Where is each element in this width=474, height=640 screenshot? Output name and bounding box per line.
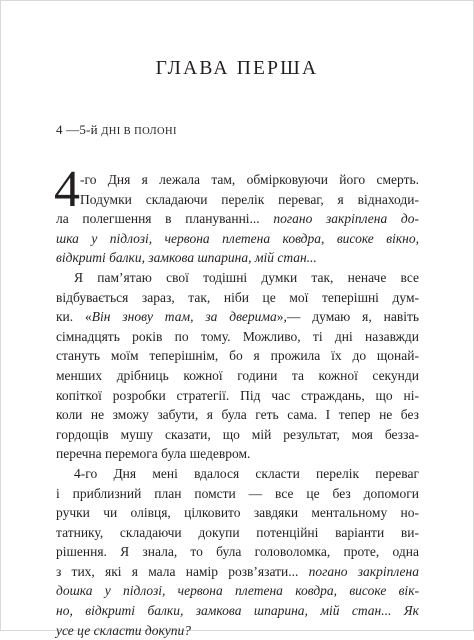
section-range: 5-й bbox=[79, 122, 98, 137]
text-lines bbox=[56, 170, 419, 640]
italic-text: погано закріплена до- bbox=[273, 211, 419, 227]
text-line bbox=[56, 190, 419, 210]
text-run: з тих, які я мала намір розв’язати... bbox=[56, 563, 309, 579]
text-run: копіткої розробки стратегії. Під час страждань, що ні- bbox=[56, 387, 419, 403]
text-line bbox=[56, 503, 419, 523]
text-run: Подумки складаючи перелік переваг, я віднаходи- bbox=[80, 191, 419, 207]
text-run: 4-го Дня мені вдалося скласти перелік переваг bbox=[74, 465, 419, 481]
text-run: сімнадцять років по тому. Можливо, ті дні назавжди bbox=[56, 328, 419, 344]
text-run: і приблизний план помсти — все це без допомоги bbox=[56, 485, 419, 501]
text-line bbox=[56, 562, 419, 582]
text-run: гордощів мушу сказати, що мій результат, моя безза- bbox=[56, 426, 419, 442]
italic-text: Він знову там, за дверима bbox=[91, 309, 277, 325]
text-line bbox=[56, 170, 419, 190]
text-line bbox=[56, 444, 419, 464]
text-line bbox=[56, 268, 419, 288]
section-label: ДНІ В ПОЛОНІ bbox=[101, 126, 177, 137]
text-run: -го Дня я лежала там, обмірковуючи його смерть. bbox=[80, 172, 419, 187]
text-line bbox=[56, 307, 419, 327]
drop-cap: 4 bbox=[54, 161, 80, 218]
text-run: ла полегшення в плануванні... bbox=[56, 211, 274, 227]
body-text bbox=[54, 161, 420, 640]
chapter-title: ГЛАВА ПЕРША bbox=[155, 58, 319, 79]
text-run: стануть моїм теперішнім, бо я прожила їх до щонай- bbox=[56, 348, 419, 364]
text-run: ручки чи олівця, цілковито завдяки ментальному но- bbox=[56, 505, 419, 521]
text-line bbox=[56, 209, 419, 229]
text-run: татнику, складаючи докупи потенційні варіанти ви- bbox=[56, 524, 419, 540]
text-line bbox=[56, 405, 419, 425]
text-run: рішення. Я знала, то була головоломка, проте, одна bbox=[56, 544, 419, 560]
italic-text: шка у підлозі, червона плетена ковдра, високе вікно, bbox=[56, 230, 419, 246]
text-line bbox=[56, 346, 419, 366]
text-run: відбувається зараз, так, ніби це мої теперішні дум- bbox=[56, 289, 419, 305]
text-line bbox=[56, 581, 419, 601]
text-line bbox=[56, 425, 419, 445]
italic-text: погано закріплена bbox=[308, 563, 419, 579]
text-line bbox=[56, 327, 419, 347]
italic-text: відкриті балки, замкова шпарина, мій стан... bbox=[56, 250, 317, 266]
text-run: ки. « bbox=[56, 309, 92, 325]
text-line bbox=[56, 248, 419, 268]
section-number: 4 bbox=[56, 122, 63, 137]
text-line bbox=[56, 542, 419, 562]
text-line bbox=[56, 229, 419, 249]
text-run: »,— думаю я, навіть bbox=[276, 309, 420, 325]
text-line bbox=[56, 523, 419, 543]
section-heading bbox=[56, 122, 177, 138]
text-run: коли не зможу забути, я була геть сама. І тепер не без bbox=[56, 407, 419, 423]
text-run: перечна перемога була шедевром. bbox=[56, 446, 251, 462]
italic-text: но, відкриті балки, замкова шпарина, мій стан... Як bbox=[56, 603, 419, 619]
text-line bbox=[56, 288, 419, 308]
italic-text: усе це скласти докупи? bbox=[56, 622, 192, 638]
text-line bbox=[56, 366, 419, 386]
text-run: Я пам’ятаю свої тодішні думки так, неначе все bbox=[74, 269, 419, 285]
text-line bbox=[56, 386, 419, 406]
text-line bbox=[56, 621, 419, 640]
text-line bbox=[56, 484, 419, 504]
section-dash: — bbox=[66, 122, 80, 137]
text-line bbox=[56, 601, 419, 621]
text-run: менших дрібниць кожної години та кожної секунди bbox=[56, 367, 419, 383]
italic-text: дошка у підлозі, червона плетена ковдра, високе вік- bbox=[56, 583, 419, 599]
text-line bbox=[56, 464, 419, 484]
